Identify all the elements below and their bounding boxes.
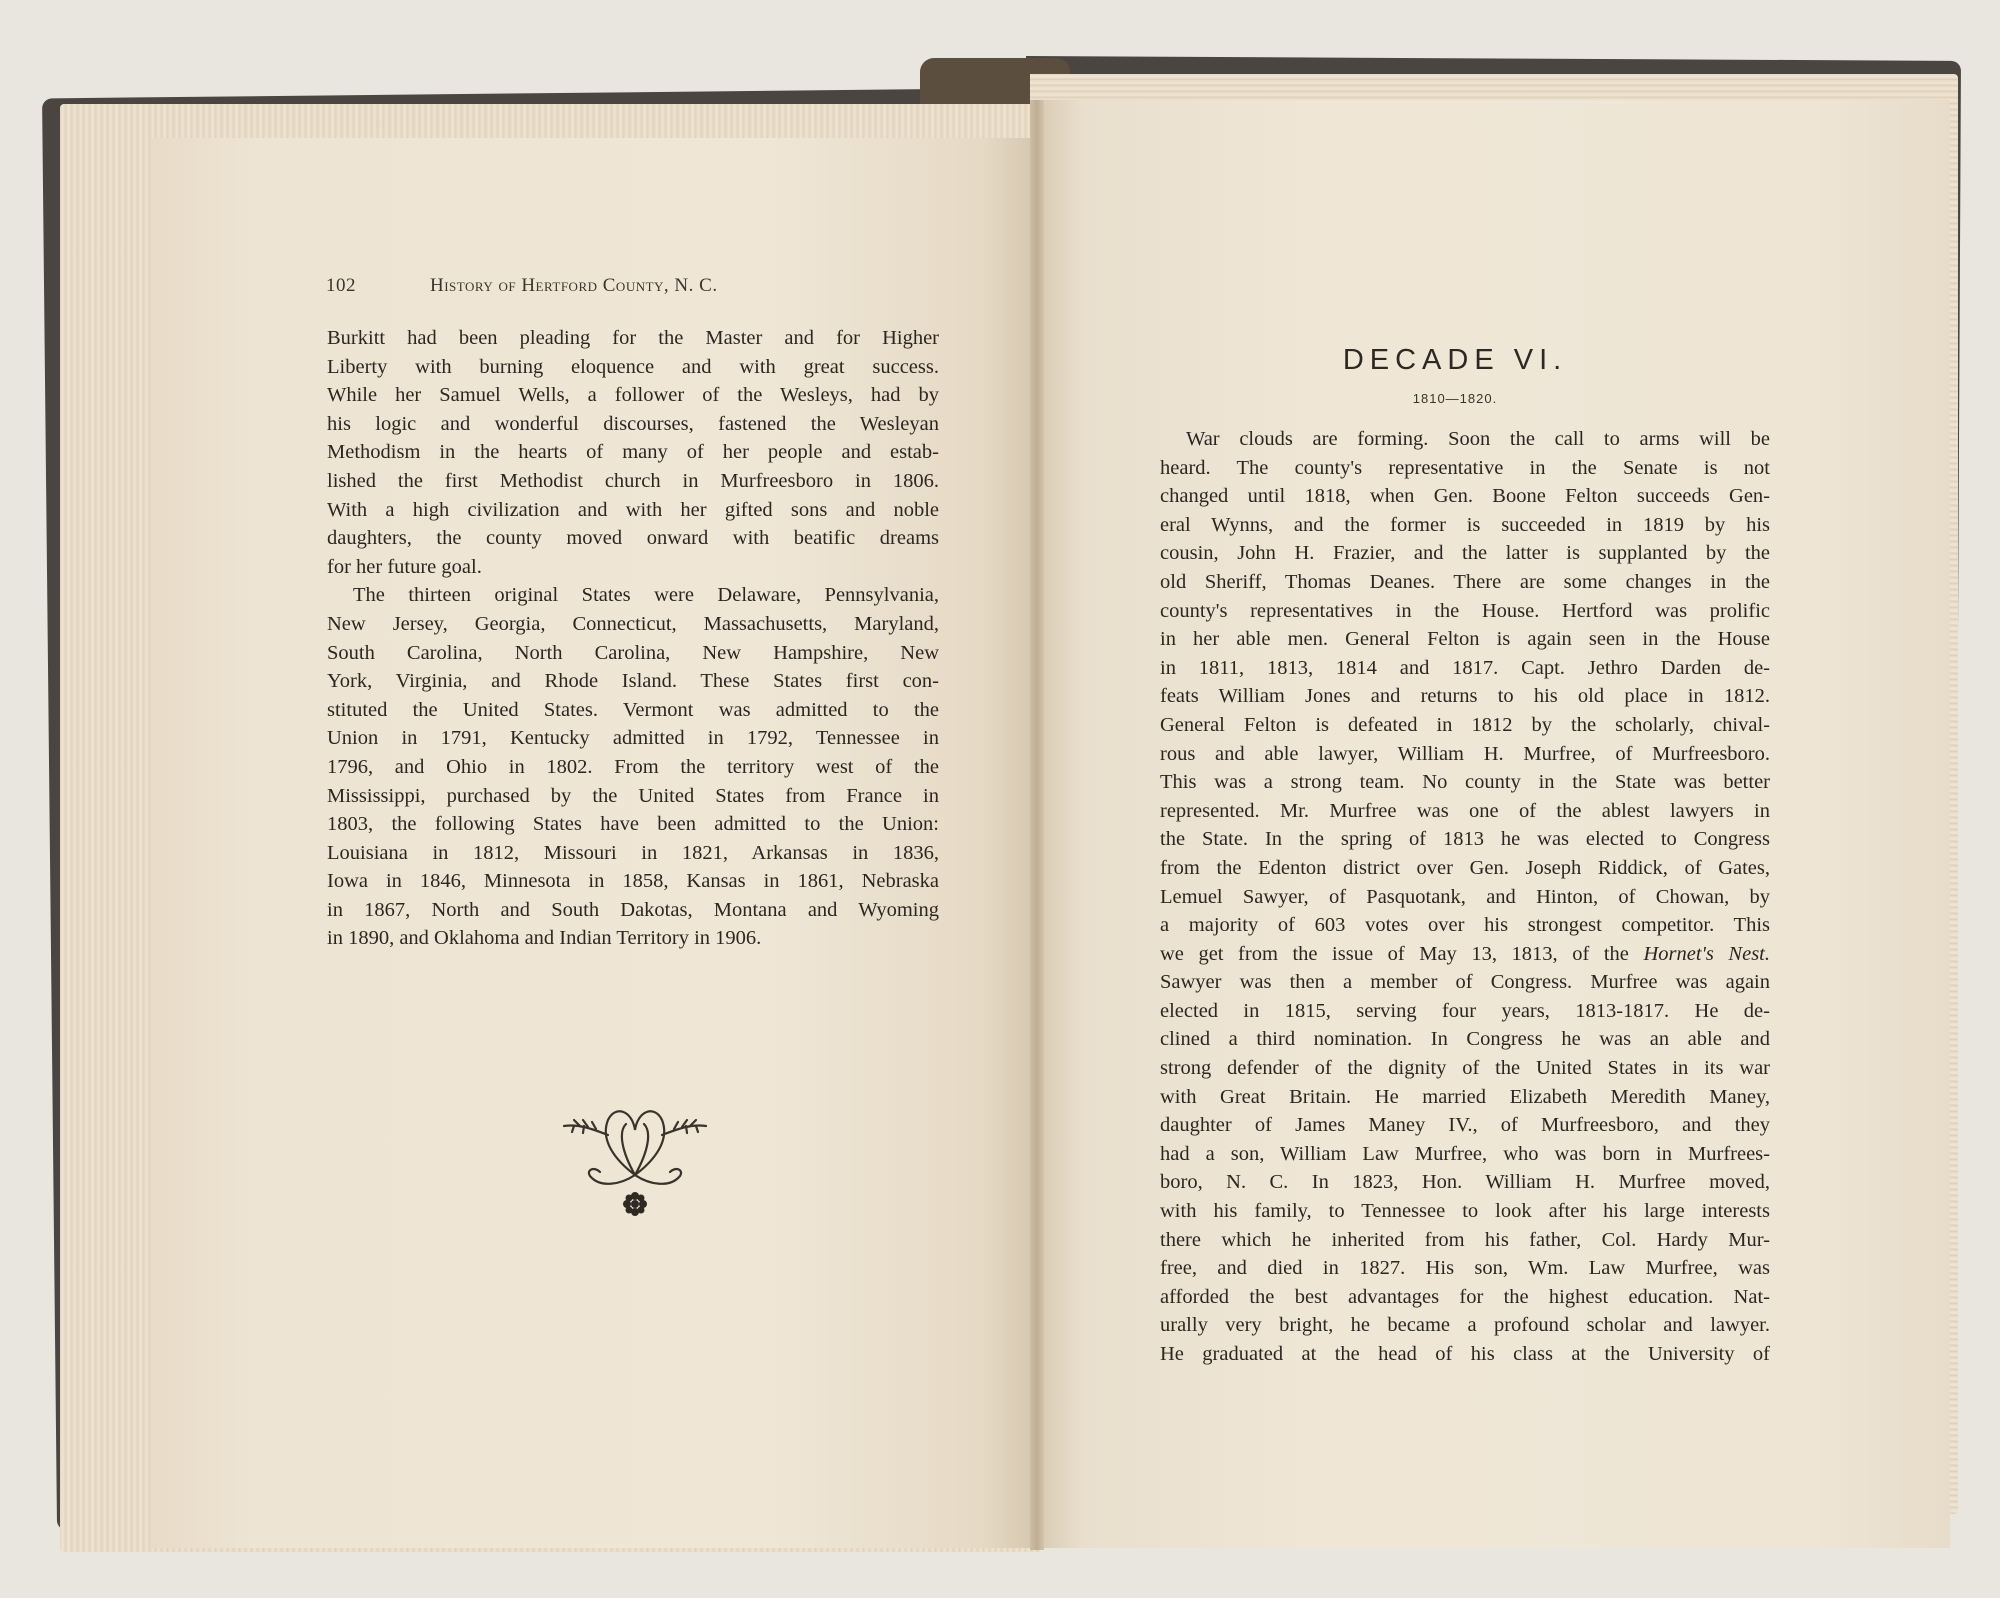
text-line: South Carolina, North Carolina, New Hampshire, New	[327, 641, 939, 664]
text-line: from the Edenton district over Gen. Joseph Riddick, of Gates,	[1160, 856, 1770, 879]
text-line: feats William Jones and returns to his old place in 1812.	[1160, 685, 1770, 708]
newspaper-title: Hornet's Nest.	[1643, 942, 1770, 965]
text-line: He graduated at the head of his class at the University of	[1160, 1343, 1770, 1365]
text-line: Iowa in 1846, Minnesota in 1858, Kansas in 1861, Nebraska	[327, 870, 939, 893]
paragraph-thirteen-states	[327, 581, 939, 953]
floral-tailpiece-icon	[560, 1080, 710, 1220]
text-line: changed until 1818, when Gen. Boone Felton succeeds Gen-	[1160, 485, 1770, 508]
paragraph-burkitt	[327, 324, 939, 581]
text-line: stituted the United States. Vermont was admitted to the	[327, 698, 939, 721]
running-head	[326, 272, 946, 301]
text-line: in 1811, 1813, 1814 and 1817. Capt. Jethro Darden de-	[1160, 656, 1770, 679]
right-body	[1160, 425, 1770, 1369]
text-line: represented. Mr. Murfree was one of the ablest lawyers in	[1160, 799, 1770, 822]
text-line: 1796, and Ohio in 1802. From the territory west of the	[327, 755, 939, 778]
text-line: free, and died in 1827. His son, Wm. Law Murfree, was	[1160, 1257, 1770, 1280]
text-line: With a high civilization and with her gifted sons and noble	[327, 498, 939, 521]
text-line: The thirteen original States were Delaware, Pennsylvania,	[353, 584, 939, 607]
text-line: in 1890, and Oklahoma and Indian Territory in 1906.	[327, 927, 762, 950]
text-line: his logic and wonderful discourses, fastened the Wesleyan	[327, 412, 939, 435]
text-line: daughter of James Maney IV., of Murfreesboro, and they	[1160, 1114, 1770, 1137]
text-line: county's representatives in the House. Hertford was prolific	[1160, 599, 1770, 622]
text-line: daughters, the county moved onward with beatific dreams	[327, 527, 939, 550]
text-line: boro, N. C. In 1823, Hon. William H. Murfree moved,	[1160, 1171, 1770, 1194]
text-line: Louisiana in 1812, Missouri in 1821, Arkansas in 1836,	[327, 841, 939, 864]
text-line: eral Wynns, and the former is succeeded in 1819 by his	[1160, 513, 1770, 536]
text-line: rous and able lawyer, William H. Murfree, of Murfreesboro.	[1160, 742, 1770, 765]
text-line: Burkitt had been pleading for the Master and for Higher	[327, 327, 939, 349]
text-line: a majority of 603 votes over his strongest competitor. This	[1160, 914, 1770, 937]
text-line-start: we get from the issue of May 13, 1813, of the	[1160, 942, 1644, 965]
chapter-title: DECADE VI.	[1342, 344, 1568, 376]
text-line: This was a strong team. No county in the State was better	[1160, 771, 1770, 794]
text-line: elected in 1815, serving four years, 1813-1817. He de-	[1160, 999, 1770, 1022]
text-line: urally very bright, he became a profound scholar and lawyer.	[1160, 1314, 1770, 1337]
page-number: 102	[326, 275, 356, 296]
text-line: in 1867, North and South Dakotas, Montana and Wyoming	[327, 898, 939, 921]
text-line: Union in 1791, Kentucky admitted in 1792, Tennessee in	[327, 727, 939, 750]
text-line: heard. The county's representative in the Senate is not	[1160, 456, 1770, 479]
text-line: War clouds are forming. Soon the call to arms will be	[1186, 428, 1770, 450]
book-gutter	[1030, 100, 1044, 1550]
text-line: afforded the best advantages for the highest education. Nat-	[1160, 1285, 1770, 1308]
text-line: for her future goal.	[327, 555, 482, 578]
text-line: 1803, the following States have been admitted to the Union:	[327, 813, 939, 836]
text-line: the State. In the spring of 1813 he was elected to Congress	[1160, 828, 1770, 851]
text-line: Sawyer was then a member of Congress. Murfree was again	[1160, 971, 1770, 994]
text-line: New Jersey, Georgia, Connecticut, Massachusetts, Maryland,	[327, 612, 939, 635]
text-line: old Sheriff, Thomas Deanes. There are some changes in the	[1160, 570, 1770, 593]
text-line: strong defender of the dignity of the United States in its war	[1160, 1057, 1770, 1080]
text-line: cousin, John H. Frazier, and the latter is supplanted by the	[1160, 542, 1770, 565]
chapter-years: 1810—1820.	[1412, 391, 1498, 406]
text-line: Liberty with burning eloquence and with great success.	[327, 355, 939, 378]
text-line: Mississippi, purchased by the United States from France in	[327, 784, 939, 807]
text-line: York, Virginia, and Rhode Island. These States first con-	[327, 670, 939, 693]
text-line: had a son, William Law Murfree, who was born in Murfrees-	[1160, 1142, 1770, 1165]
text-line: While her Samuel Wells, a follower of the Wesleys, had by	[327, 384, 939, 407]
text-line: lished the first Methodist church in Murfreesboro in 1806.	[327, 469, 939, 492]
left-body	[327, 324, 939, 953]
text-line: in her able men. General Felton is again seen in the House	[1160, 628, 1770, 651]
text-line: there which he inherited from his father, Col. Hardy Mur-	[1160, 1228, 1770, 1251]
text-line: with his family, to Tennessee to look after his large interests	[1160, 1200, 1770, 1223]
text-line: with Great Britain. He married Elizabeth Meredith Maney,	[1160, 1085, 1770, 1108]
text-line: clined a third nomination. In Congress he was an able and	[1160, 1028, 1770, 1051]
text-line	[1160, 940, 1770, 969]
text-line: Lemuel Sawyer, of Pasquotank, and Hinton, of Chowan, by	[1160, 885, 1770, 908]
running-title: History of Hertford County, N. C.	[430, 275, 718, 296]
text-line: Methodism in the hearts of many of her people and estab-	[327, 441, 939, 464]
text-line: General Felton is defeated in 1812 by the scholarly, chival-	[1160, 713, 1770, 736]
